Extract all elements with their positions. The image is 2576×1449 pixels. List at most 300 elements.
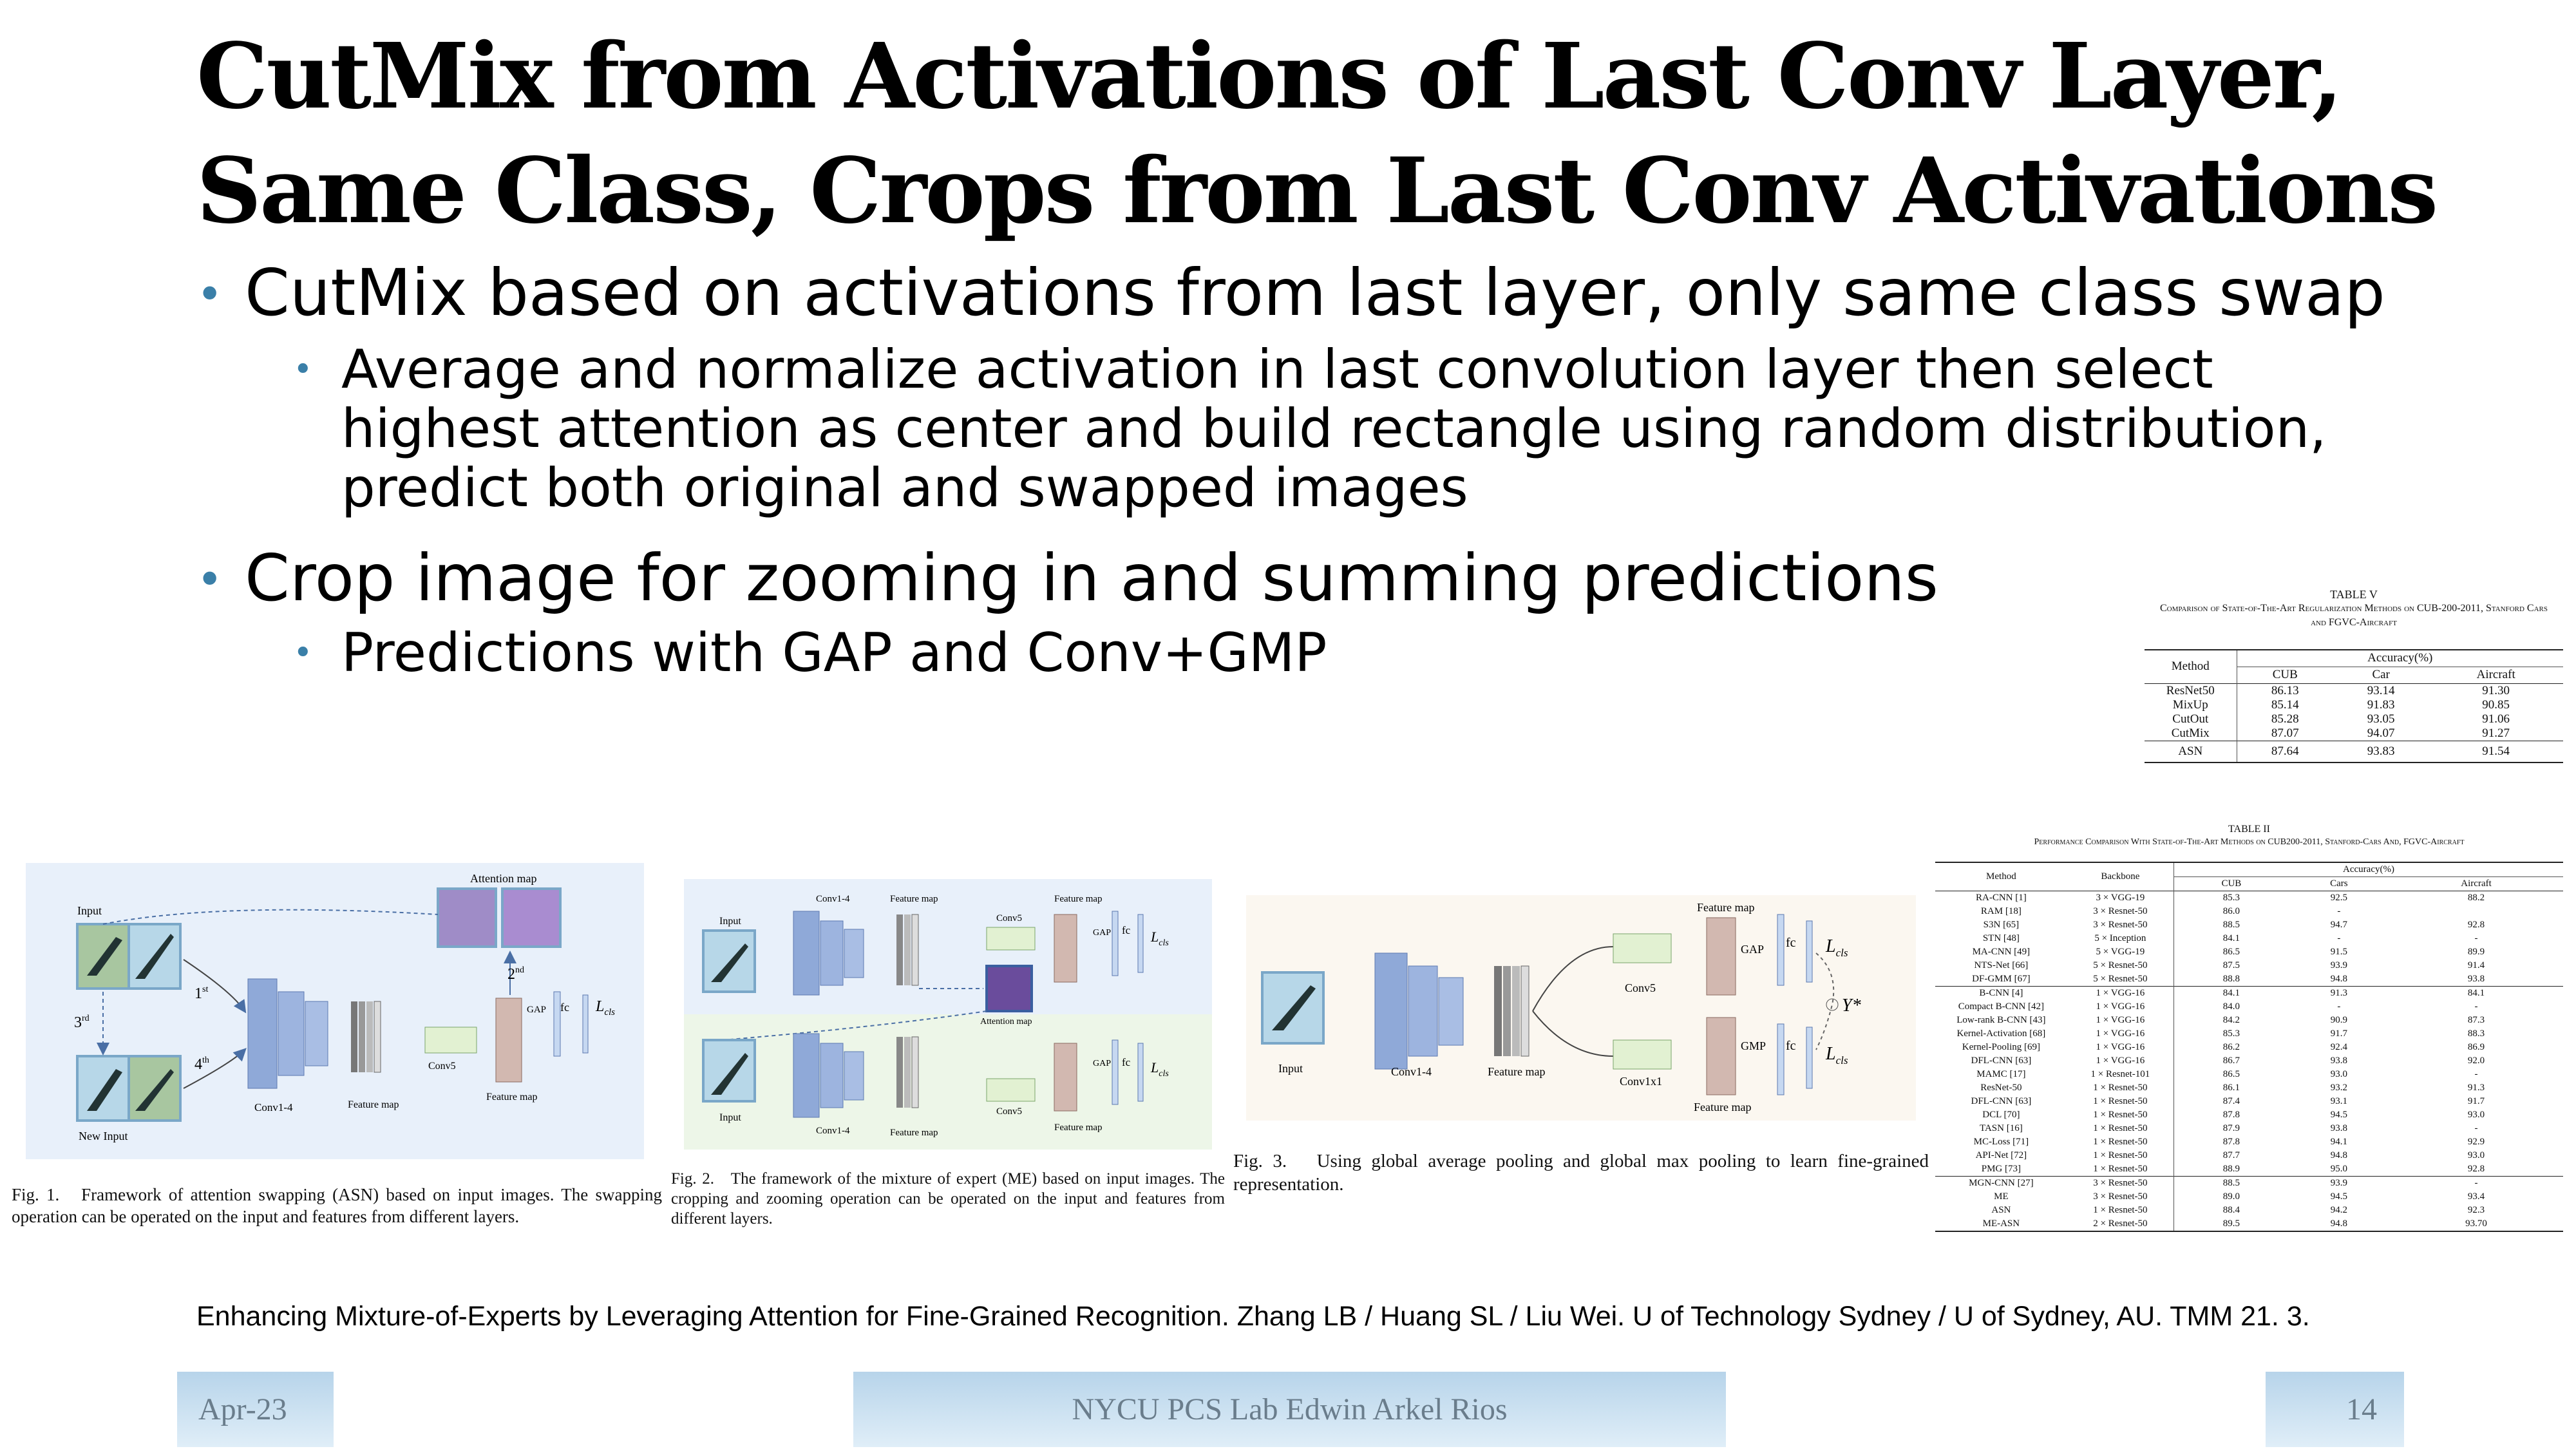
table-cell: - [2337, 906, 2341, 916]
fig2-feature-map2-label-bottom: Feature map [1054, 1122, 1103, 1133]
bullet-dot-icon: • [196, 268, 223, 321]
table-cell: 89.5 [2222, 1218, 2240, 1229]
table-ii-method-header: Method [1986, 871, 2016, 882]
fig3-output-bottom [1806, 1027, 1812, 1088]
table-cell: 93.83 [2367, 744, 2395, 758]
table-cell: 87.8 [2222, 1137, 2240, 1147]
table-cell: 1 × VGG-16 [2067, 1041, 2174, 1054]
fig2-input-label-bottom: Input [719, 1112, 741, 1123]
table-cell: 94.5 [2330, 1110, 2348, 1120]
table-cell: 92.8 [2467, 920, 2485, 930]
fig2-gap-label-top: GAP [1093, 928, 1112, 938]
table-cell: DFL-CNN [63] [1971, 1096, 2032, 1106]
fig3-conv14-label: Conv1-4 [1391, 1065, 1432, 1078]
table-cell: 85.3 [2222, 1028, 2240, 1039]
table-cell: TASN [16] [1980, 1123, 2023, 1133]
table-cell: 2 × Resnet-50 [2067, 1217, 2174, 1231]
fig1-second-label: 2nd [507, 965, 524, 983]
output-layer-top [1138, 914, 1143, 972]
fc-layer-top [1112, 911, 1118, 976]
table-cell: 5 × VGG-19 [2067, 945, 2174, 959]
conv5-block [425, 1027, 477, 1053]
table-cell: 1 × VGG-16 [2067, 1000, 2174, 1014]
table-cell: 1 × VGG-16 [2067, 1014, 2174, 1027]
footer-center-text: NYCU PCS Lab Edwin Arkel Rios [1072, 1392, 1508, 1426]
table-cell: Kernel-Pooling [69] [1962, 1042, 2040, 1052]
figure-3-caption [1233, 1150, 1929, 1196]
figure-1-diagram [26, 863, 644, 1159]
table-cell: API-Net [72] [1975, 1150, 2027, 1160]
table-cell: 94.07 [2367, 726, 2395, 740]
table-cell: 92.4 [2330, 1042, 2348, 1052]
fig3-y-label: Y* [1842, 996, 1861, 1016]
fig1-third-label: 3rd [74, 1014, 90, 1031]
table-cell: Low-rank B-CNN [43] [1956, 1015, 2046, 1025]
table-cell: 91.3 [2467, 1083, 2485, 1093]
fig2-conv5-label-bottom: Conv5 [996, 1106, 1023, 1117]
fig3-gap-label: GAP [1741, 943, 1765, 956]
bullet-2 [196, 540, 1938, 617]
table-cell: 91.4 [2467, 960, 2485, 971]
table-row [1935, 1122, 2563, 1135]
fig3-feature-map-stack [1494, 966, 1529, 1056]
fig2-loss-label-top: $L_{cls}$ [1151, 929, 1169, 948]
footer-page-box [2266, 1372, 2404, 1447]
table-ii-group-1 [1935, 891, 2563, 987]
table-cell: 94.5 [2330, 1191, 2348, 1202]
table-cell: RAM [18] [1980, 906, 2022, 916]
fig2-feature-map2-label-top: Feature map [1054, 894, 1103, 904]
table-cell: 1 × Resnet-50 [2067, 1095, 2174, 1108]
table-cell: 85.28 [2271, 712, 2299, 726]
figure-3-diagram [1246, 895, 1916, 1121]
table-cell: RA-CNN [1] [1976, 893, 2027, 903]
fig2-zoomed-image [703, 1040, 755, 1101]
attention-map-crop [987, 966, 1032, 1011]
table-cell: 86.2 [2222, 1042, 2240, 1052]
fig1-attention-map-label: Attention map [470, 872, 537, 885]
table-cell: 92.3 [2467, 1205, 2485, 1215]
table-row [1935, 1204, 2563, 1217]
footer-center-box [853, 1372, 1726, 1447]
figure-3-gap-gmp [1246, 895, 1916, 1121]
table-cell: 87.3 [2467, 1015, 2485, 1025]
table-ii-title: Performance Comparison With State-of-The-Art Methods on CUB200-2011, Stanford-Cars And, FGVC-Aircraft [2034, 837, 2465, 847]
table-row [1935, 1190, 2563, 1204]
table-cell: 93.2 [2330, 1083, 2348, 1093]
table-cell: 3 × VGG-19 [2067, 891, 2174, 905]
table-row [2145, 712, 2563, 726]
table-cell: 91.30 [2482, 683, 2510, 697]
table-cell: 91.3 [2330, 988, 2348, 998]
table-row [1935, 905, 2563, 918]
fig1-loss-label: $L_{cls}$ [596, 998, 616, 1018]
attention-dashed-path [103, 910, 438, 924]
figure-2-me-framework [684, 879, 1212, 1150]
table-cell: 86.9 [2467, 1042, 2485, 1052]
table-cell: DCL [70] [1982, 1110, 2020, 1120]
bullet-dot-icon: • [293, 350, 313, 389]
fig3-loss-top: $L_{cls}$ [1826, 936, 1848, 959]
feature-map-stack-bottom [896, 1037, 918, 1108]
table-cell: 92.9 [2467, 1137, 2485, 1147]
fig3-feature-map-top-label: Feature map [1697, 901, 1755, 914]
table-cell: ME [1994, 1191, 2009, 1202]
table-cell: DFL-CNN [63] [1971, 1056, 2032, 1066]
table-cell: 85.14 [2271, 697, 2299, 712]
table-cell: - [2337, 1001, 2341, 1012]
table-cell: 87.5 [2222, 960, 2240, 971]
table-cell: 1 × VGG-16 [2067, 1054, 2174, 1068]
fig2-fc-label-top: fc [1122, 924, 1131, 936]
table-row [1935, 1041, 2563, 1054]
table-cell: 88.2 [2467, 893, 2485, 903]
table-cell: 87.7 [2222, 1150, 2240, 1160]
table-row [1935, 1068, 2563, 1081]
table-cell: 93.8 [2330, 1056, 2348, 1066]
table-v-title: Comparison of State-of-The-Art Regularization Methods on CUB-200-2011, Stanford Cars and FGVC-Aircraft [2159, 603, 2548, 628]
table-cell: 5 × Resnet-50 [2067, 959, 2174, 972]
bullet-1 [196, 254, 2385, 332]
table-cell: MC-Loss [71] [1973, 1137, 2029, 1147]
fig1-feature-map2-label: Feature map [486, 1092, 538, 1103]
table-cell: 93.9 [2330, 960, 2348, 971]
output-layer-bottom [1138, 1043, 1143, 1101]
table-cell: 88.5 [2222, 920, 2240, 930]
table-cell: 93.0 [2467, 1110, 2485, 1120]
table-cell: S3N [65] [1983, 920, 2020, 930]
table-cell: 84.1 [2467, 988, 2485, 998]
table-cell: 3 × Resnet-50 [2067, 1190, 2174, 1204]
table-cell: 94.8 [2330, 1218, 2348, 1229]
fig1-fourth-label: 4th [194, 1056, 209, 1073]
fig2-attention-map-label: Attention map [980, 1017, 1032, 1027]
fig3-output-top [1806, 921, 1812, 982]
fig1-first-label: 1st [194, 985, 209, 1002]
table-ii-group-3 [1935, 1177, 2563, 1232]
bullet-2-sub-1-text: Predictions with GAP and Conv+GMP [341, 621, 1327, 684]
footer-page-number: 14 [2346, 1392, 2377, 1426]
table-row [1935, 972, 2563, 987]
table-cell: B-CNN [4] [1979, 988, 2023, 998]
table-v-col-header: CUB [2272, 668, 2298, 681]
fig3-conv5-label: Conv5 [1625, 981, 1656, 994]
table-cell: 1 × Resnet-50 [2067, 1122, 2174, 1135]
table-cell: STN [48] [1982, 933, 2020, 943]
table-row [1935, 1027, 2563, 1041]
fig3-fc-label-bottom: fc [1786, 1039, 1796, 1053]
fc-layer [554, 992, 560, 1056]
table-row [1935, 891, 2563, 905]
table-cell: 86.7 [2222, 1056, 2240, 1066]
table-row [2145, 726, 2563, 741]
attention-map-1 [438, 889, 496, 947]
table-cell: CutOut [2145, 712, 2237, 726]
table-cell: 90.9 [2330, 1015, 2348, 1025]
table-cell: 5 × Inception [2067, 932, 2174, 945]
conv1-4-blocks [248, 979, 328, 1088]
fig3-loss-bottom: $L_{cls}$ [1826, 1044, 1848, 1066]
table-row [2145, 683, 2563, 698]
table-v-method-header: Method [2145, 650, 2237, 683]
table-cell: 91.5 [2330, 947, 2348, 957]
table-cell: 91.54 [2482, 744, 2510, 758]
table-cell: PMG [73] [1981, 1164, 2021, 1174]
table-ii [1935, 823, 2563, 1232]
fig2-caption-text: The framework of the mixture of expert (ME) based on input images. The cropping and zooming operation can be operated on the input and features from different layers. [671, 1170, 1225, 1227]
table-cell: MGN-CNN [27] [1969, 1178, 2034, 1188]
table-row [1935, 1108, 2563, 1122]
table-cell: DF-GMM [67] [1972, 974, 2031, 984]
table-row [1935, 1135, 2563, 1149]
table-cell: 1 × Resnet-50 [2067, 1108, 2174, 1122]
fig2-input-image [703, 931, 755, 992]
fc-layer-bottom [1112, 1040, 1118, 1104]
sum-circle-icon [1826, 999, 1838, 1010]
conv5-block-top [987, 927, 1035, 950]
footer-date: Apr-23 [198, 1392, 287, 1426]
table-cell: MixUp [2145, 698, 2237, 712]
bullet-dot-icon: • [293, 634, 313, 672]
table-cell: ASN [1991, 1205, 2011, 1215]
table-row [1935, 918, 2563, 932]
fig1-new-input-label: New Input [79, 1130, 128, 1142]
fig1-input-label: Input [77, 904, 102, 917]
fig3-conv1x1-block [1613, 1040, 1671, 1069]
table-cell: 3 × Resnet-50 [2067, 905, 2174, 918]
table-cell: MA-CNN [49] [1972, 947, 2031, 957]
fig3-gmp-label: GMP [1741, 1039, 1766, 1052]
table-cell: ResNet-50 [1980, 1083, 2022, 1093]
table-cell: 93.05 [2367, 712, 2395, 726]
table-cell: - [2474, 1001, 2478, 1012]
branch-path-bottom [1533, 1011, 1613, 1056]
slide-title-line-1: CutMix from Activations of Last Conv Layer, [196, 24, 2342, 129]
table-row [1935, 1054, 2563, 1068]
table-ii-col-header: CUB [2221, 878, 2242, 889]
figure-1-asn-framework [26, 863, 644, 1159]
table-cell: Kernel-Activation [68] [1956, 1028, 2046, 1039]
table-cell: Compact B-CNN [42] [1958, 1001, 2045, 1012]
table-cell: 95.0 [2330, 1164, 2348, 1174]
table-cell: 84.1 [2222, 933, 2240, 943]
table-cell: 89.9 [2467, 947, 2485, 957]
fig3-fc-label-top: fc [1786, 936, 1796, 950]
table-row [1935, 1162, 2563, 1177]
fig2-feature-map-label-bottom: Feature map [890, 1128, 938, 1138]
table-cell: - [2337, 933, 2341, 943]
fig3-feature-map-label: Feature map [1488, 1065, 1546, 1078]
fig2-fc-label-bottom: fc [1122, 1056, 1131, 1068]
flow-arrow [184, 960, 245, 1011]
table-ii-grid [1935, 862, 2563, 1232]
fig3-caption-text: Using global average pooling and global max pooling to learn fine-grained representation. [1233, 1151, 1929, 1195]
table-cell: 84.2 [2222, 1015, 2240, 1025]
table-row [1935, 1217, 2563, 1231]
fig3-conv5-block [1613, 934, 1671, 963]
table-cell: 87.9 [2222, 1123, 2240, 1133]
table-cell: 94.1 [2330, 1137, 2348, 1147]
fig2-gap-label-bottom: GAP [1093, 1059, 1112, 1068]
table-cell: 87.8 [2222, 1110, 2240, 1120]
table-cell: 89.0 [2222, 1191, 2240, 1202]
feature-map-2-bottom [1054, 1043, 1077, 1111]
table-cell: 88.3 [2467, 1028, 2485, 1039]
table-row [1935, 1095, 2563, 1108]
fig3-fc-top [1777, 914, 1784, 985]
table-cell: 86.5 [2222, 1069, 2240, 1079]
table-row [1935, 1177, 2563, 1191]
table-cell: 93.0 [2330, 1069, 2348, 1079]
table-cell: 87.64 [2271, 744, 2299, 758]
table-cell: 1 × Resnet-101 [2067, 1068, 2174, 1081]
fig3-conv1x1-label: Conv1x1 [1620, 1075, 1663, 1088]
table-row [1935, 1014, 2563, 1027]
table-cell: 94.8 [2330, 1150, 2348, 1160]
fig2-feature-map-label-top: Feature map [890, 894, 938, 904]
table-cell: 93.4 [2467, 1191, 2485, 1202]
table-v-col-header: Aircraft [2476, 668, 2515, 681]
table-v-acc-header: Accuracy(%) [2237, 650, 2563, 667]
table-cell: NTS-Net [66] [1974, 960, 2029, 971]
table-cell: 91.7 [2330, 1028, 2348, 1039]
table-row [1935, 945, 2563, 959]
table-ii-col-header: Aircraft [2461, 878, 2492, 889]
table-cell: ResNet50 [2145, 683, 2237, 698]
footer-date-box [177, 1372, 334, 1447]
table-cell: 88.9 [2222, 1164, 2240, 1174]
slide-title-line-2: Same Class, Crops from Last Conv Activations [196, 138, 2437, 244]
fig3-conv1-4-blocks [1375, 953, 1463, 1069]
fig2-conv14-label-top: Conv1-4 [816, 894, 850, 904]
table-cell: 91.06 [2482, 712, 2510, 726]
feature-map-stack [351, 1001, 381, 1072]
table-cell: 5 × Resnet-50 [2067, 972, 2174, 987]
table-cell: 1 × Resnet-50 [2067, 1081, 2174, 1095]
table-cell: 94.8 [2330, 974, 2348, 984]
fig3-feature-map-top [1707, 918, 1736, 995]
fig2-caption-label: Fig. 2. [671, 1170, 714, 1188]
table-row [1935, 1149, 2563, 1162]
table-cell: 88.8 [2222, 974, 2240, 984]
table-cell: 3 × Resnet-50 [2067, 918, 2174, 932]
table-cell: 94.7 [2330, 920, 2348, 930]
table-cell: 84.0 [2222, 1001, 2240, 1012]
table-cell: 87.07 [2271, 726, 2299, 740]
reference-citation: Enhancing Mixture-of-Experts by Leveraging Attention for Fine-Grained Recognition. Zhang LB / Huang SL / Liu Wei. U of Technology Sydney / U of Sydney, AU. TMM 21. 3. [196, 1301, 2310, 1332]
table-ii-acc-header: Accuracy(%) [2174, 862, 2564, 877]
table-cell: 91.7 [2467, 1096, 2485, 1106]
bullet-1-sub-1 [293, 340, 2418, 518]
table-row [1935, 1081, 2563, 1095]
output-layer [583, 995, 588, 1053]
fig3-caption-label: Fig. 3. [1233, 1151, 1287, 1171]
bullet-1-text: CutMix based on activations from last layer, only same class swap [245, 255, 2385, 330]
table-cell: 1 × Resnet-50 [2067, 1162, 2174, 1177]
attention-map-2 [502, 889, 560, 947]
fig1-fc-label: fc [560, 1001, 569, 1014]
table-row [1935, 932, 2563, 945]
table-cell: 86.13 [2271, 683, 2299, 697]
table-cell: 86.0 [2222, 906, 2240, 916]
table-cell: 93.1 [2330, 1096, 2348, 1106]
fig1-gap-label: GAP [527, 1005, 547, 1015]
table-v-col-header: Car [2372, 668, 2390, 681]
conv5-block-bottom [987, 1079, 1035, 1101]
table-cell: 94.2 [2330, 1205, 2348, 1215]
table-row [1935, 1000, 2563, 1014]
table-row [1935, 959, 2563, 972]
feature-map-2 [496, 998, 522, 1082]
figure-2-caption [671, 1169, 1225, 1229]
fig1-conv5-label: Conv5 [428, 1061, 456, 1072]
table-cell: 93.9 [2330, 1178, 2348, 1188]
table-cell: 91.27 [2482, 726, 2510, 740]
fig1-conv14-label: Conv1-4 [254, 1101, 293, 1113]
fig2-conv5-label-top: Conv5 [996, 913, 1023, 923]
table-cell: 1 × VGG-16 [2067, 1027, 2174, 1041]
table-cell: ME-ASN [1982, 1218, 2020, 1229]
table-cell: 85.3 [2222, 893, 2240, 903]
bullet-1-sub-1-text: Average and normalize activation in last convolution layer then select highest attention as center and build rectangle using random distribution, predict both original and swapped images [341, 338, 2327, 519]
fig2-loss-label-bottom: $L_{cls}$ [1151, 1059, 1169, 1079]
table-cell: 86.1 [2222, 1083, 2240, 1093]
fig2-input-label: Input [719, 916, 741, 927]
table-cell: 92.0 [2467, 1056, 2485, 1066]
table-v-label: TABLE V [2330, 588, 2378, 601]
fig3-feature-map-bottom [1707, 1018, 1736, 1095]
table-cell: 93.70 [2465, 1218, 2487, 1229]
table-cell: 87.4 [2222, 1096, 2240, 1106]
table-ii-backbone-header: Backbone [2067, 862, 2174, 891]
fig1-feature-map-label: Feature map [348, 1099, 399, 1110]
table-cell: 1 × Resnet-50 [2067, 1149, 2174, 1162]
flow-arrow [184, 1050, 245, 1088]
table-cell: 93.8 [2467, 974, 2485, 984]
table-ii-group-2 [1935, 987, 2563, 1177]
table-cell: 86.5 [2222, 947, 2240, 957]
table-cell: 88.4 [2222, 1205, 2240, 1215]
table-ii-col-header: Cars [2330, 878, 2348, 889]
table-cell: MAMC [17] [1976, 1069, 2026, 1079]
table-cell: 1 × VGG-16 [2067, 987, 2174, 1001]
table-cell [2389, 905, 2563, 918]
table-cell: 93.0 [2467, 1150, 2485, 1160]
sum-dashed-path [1816, 953, 1833, 1050]
table-cell: - [2474, 933, 2478, 943]
bullet-2-text: Crop image for zooming in and summing predictions [245, 540, 1938, 616]
branch-path-top [1533, 947, 1613, 1011]
table-cell: 93.14 [2367, 683, 2395, 697]
fig1-caption-label: Fig. 1. [12, 1185, 60, 1204]
table-cell: 1 × Resnet-50 [2067, 1204, 2174, 1217]
table-cell: 92.8 [2467, 1164, 2485, 1174]
table-cell: 92.5 [2330, 893, 2348, 903]
figure-1-caption [12, 1184, 662, 1227]
table-cell: 91.83 [2367, 697, 2395, 712]
table-cell: 3 × Resnet-50 [2067, 1177, 2174, 1191]
fig3-feature-map-bottom-label: Feature map [1694, 1101, 1752, 1113]
table-cell: - [2474, 1123, 2478, 1133]
table-v-body [2145, 683, 2563, 741]
table-cell: 88.5 [2222, 1178, 2240, 1188]
table-cell: CutMix [2145, 726, 2237, 741]
fig1-caption-text: Framework of attention swapping (ASN) based on input images. The swapping operation can be operated on the input and features from different layers. [12, 1185, 662, 1226]
table-v [2145, 587, 2563, 763]
table-ii-label: TABLE II [2228, 824, 2270, 835]
table-v-grid [2145, 649, 2563, 763]
table-cell: 90.85 [2482, 697, 2510, 712]
